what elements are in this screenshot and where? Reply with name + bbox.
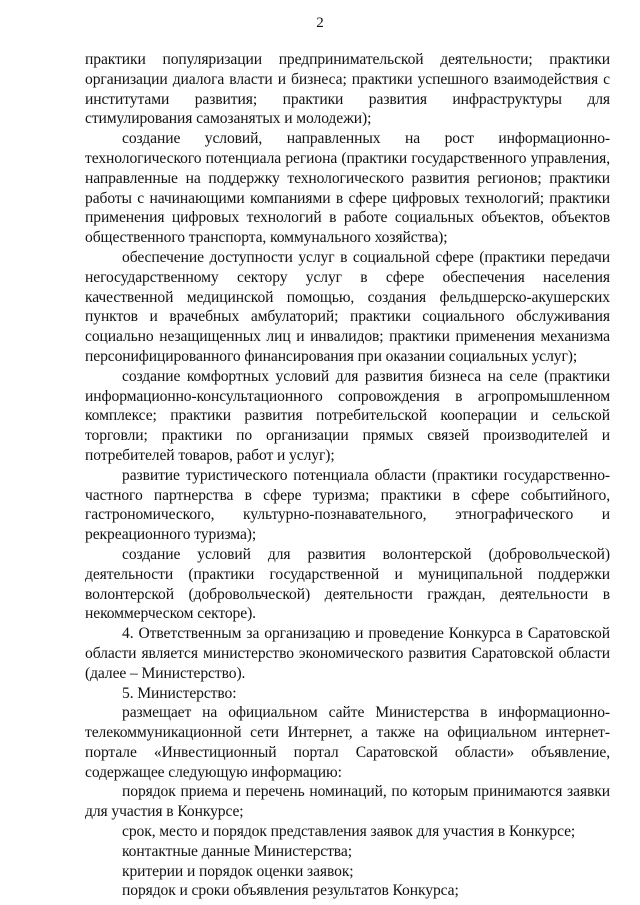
- paragraph: обеспечение доступности услуг в социальной сфере (практики передачи негосударственному сектору услуг в сфере обеспечения населения качественной медицинской помощью, создания фельдшерско-акушерских пунктов и врачебных амбулаторий; практики социального обслуживания социально незащищенных лиц и инвалидов; практики применения механизма персонифицированного финансирования при оказании социальных услуг);: [85, 248, 610, 365]
- document-body: [85, 50, 610, 901]
- paragraph: порядок приема и перечень номинаций, по которым принимаются заявки для участия в Конкурсе;: [85, 783, 610, 821]
- paragraph: создание комфортных условий для развития бизнеса на селе (практики информационно-консультационного сопровождения в агропромышленном комплексе; практики развития потребительской кооперации и сельской торговли; практики по организации прямых связей производителей и потребителей товаров, работ и услуг);: [85, 367, 610, 464]
- paragraph: размещает на официальном сайте Министерства в информационно-телекоммуникационной сети Интернет, а также на официальном интернет-портале «Инвестиционный портал Саратовской области» объявление, содержащее следующую информацию:: [85, 704, 610, 781]
- paragraph: 4. Ответственным за организацию и проведение Конкурса в Саратовской области является министерство экономического развития Саратовской области (далее – Министерство).: [85, 625, 610, 682]
- paragraph: 5. Министерство:: [122, 684, 237, 702]
- paragraph: порядок и сроки объявления результатов Конкурса;: [122, 882, 459, 900]
- paragraph: контактные данные Министерства;: [122, 842, 352, 860]
- paragraph: создание условий для развития волонтерской (добровольческой) деятельности (практики государственной и муниципальной поддержки волонтерской (добровольческой) деятельности граждан, деятельности в некоммерческом секторе).: [85, 545, 610, 623]
- page-number: 2: [316, 15, 324, 31]
- paragraph: развитие туристического потенциала области (практики государственно-частного партнерства в сфере туризма; практики в сфере событийного, гастрономического, культурно-познавательного, этнографического и рекреационного туризма);: [85, 466, 610, 544]
- paragraph: создание условий, направленных на рост информационно-технологического потенциала региона (практики государственного управления, направленные на поддержку технологического развития регионов; практики работы с начинающими компаниями в сфере цифровых технологий; практики применения цифровых технологий в работе социальных объектов, объектов общественного транспорта, коммунального хозяйства);: [85, 130, 610, 247]
- paragraph: критерии и порядок оценки заявок;: [122, 862, 354, 880]
- paragraph: срок, место и порядок представления заявок для участия в Конкурсе;: [122, 823, 576, 841]
- paragraph: практики популяризации предпринимательской деятельности; практики организации диалога власти и бизнеса; практики успешного взаимодействия с институтами развития; практики развития инфраструктуры для стимулирования самозанятых и молодежи);: [85, 51, 610, 128]
